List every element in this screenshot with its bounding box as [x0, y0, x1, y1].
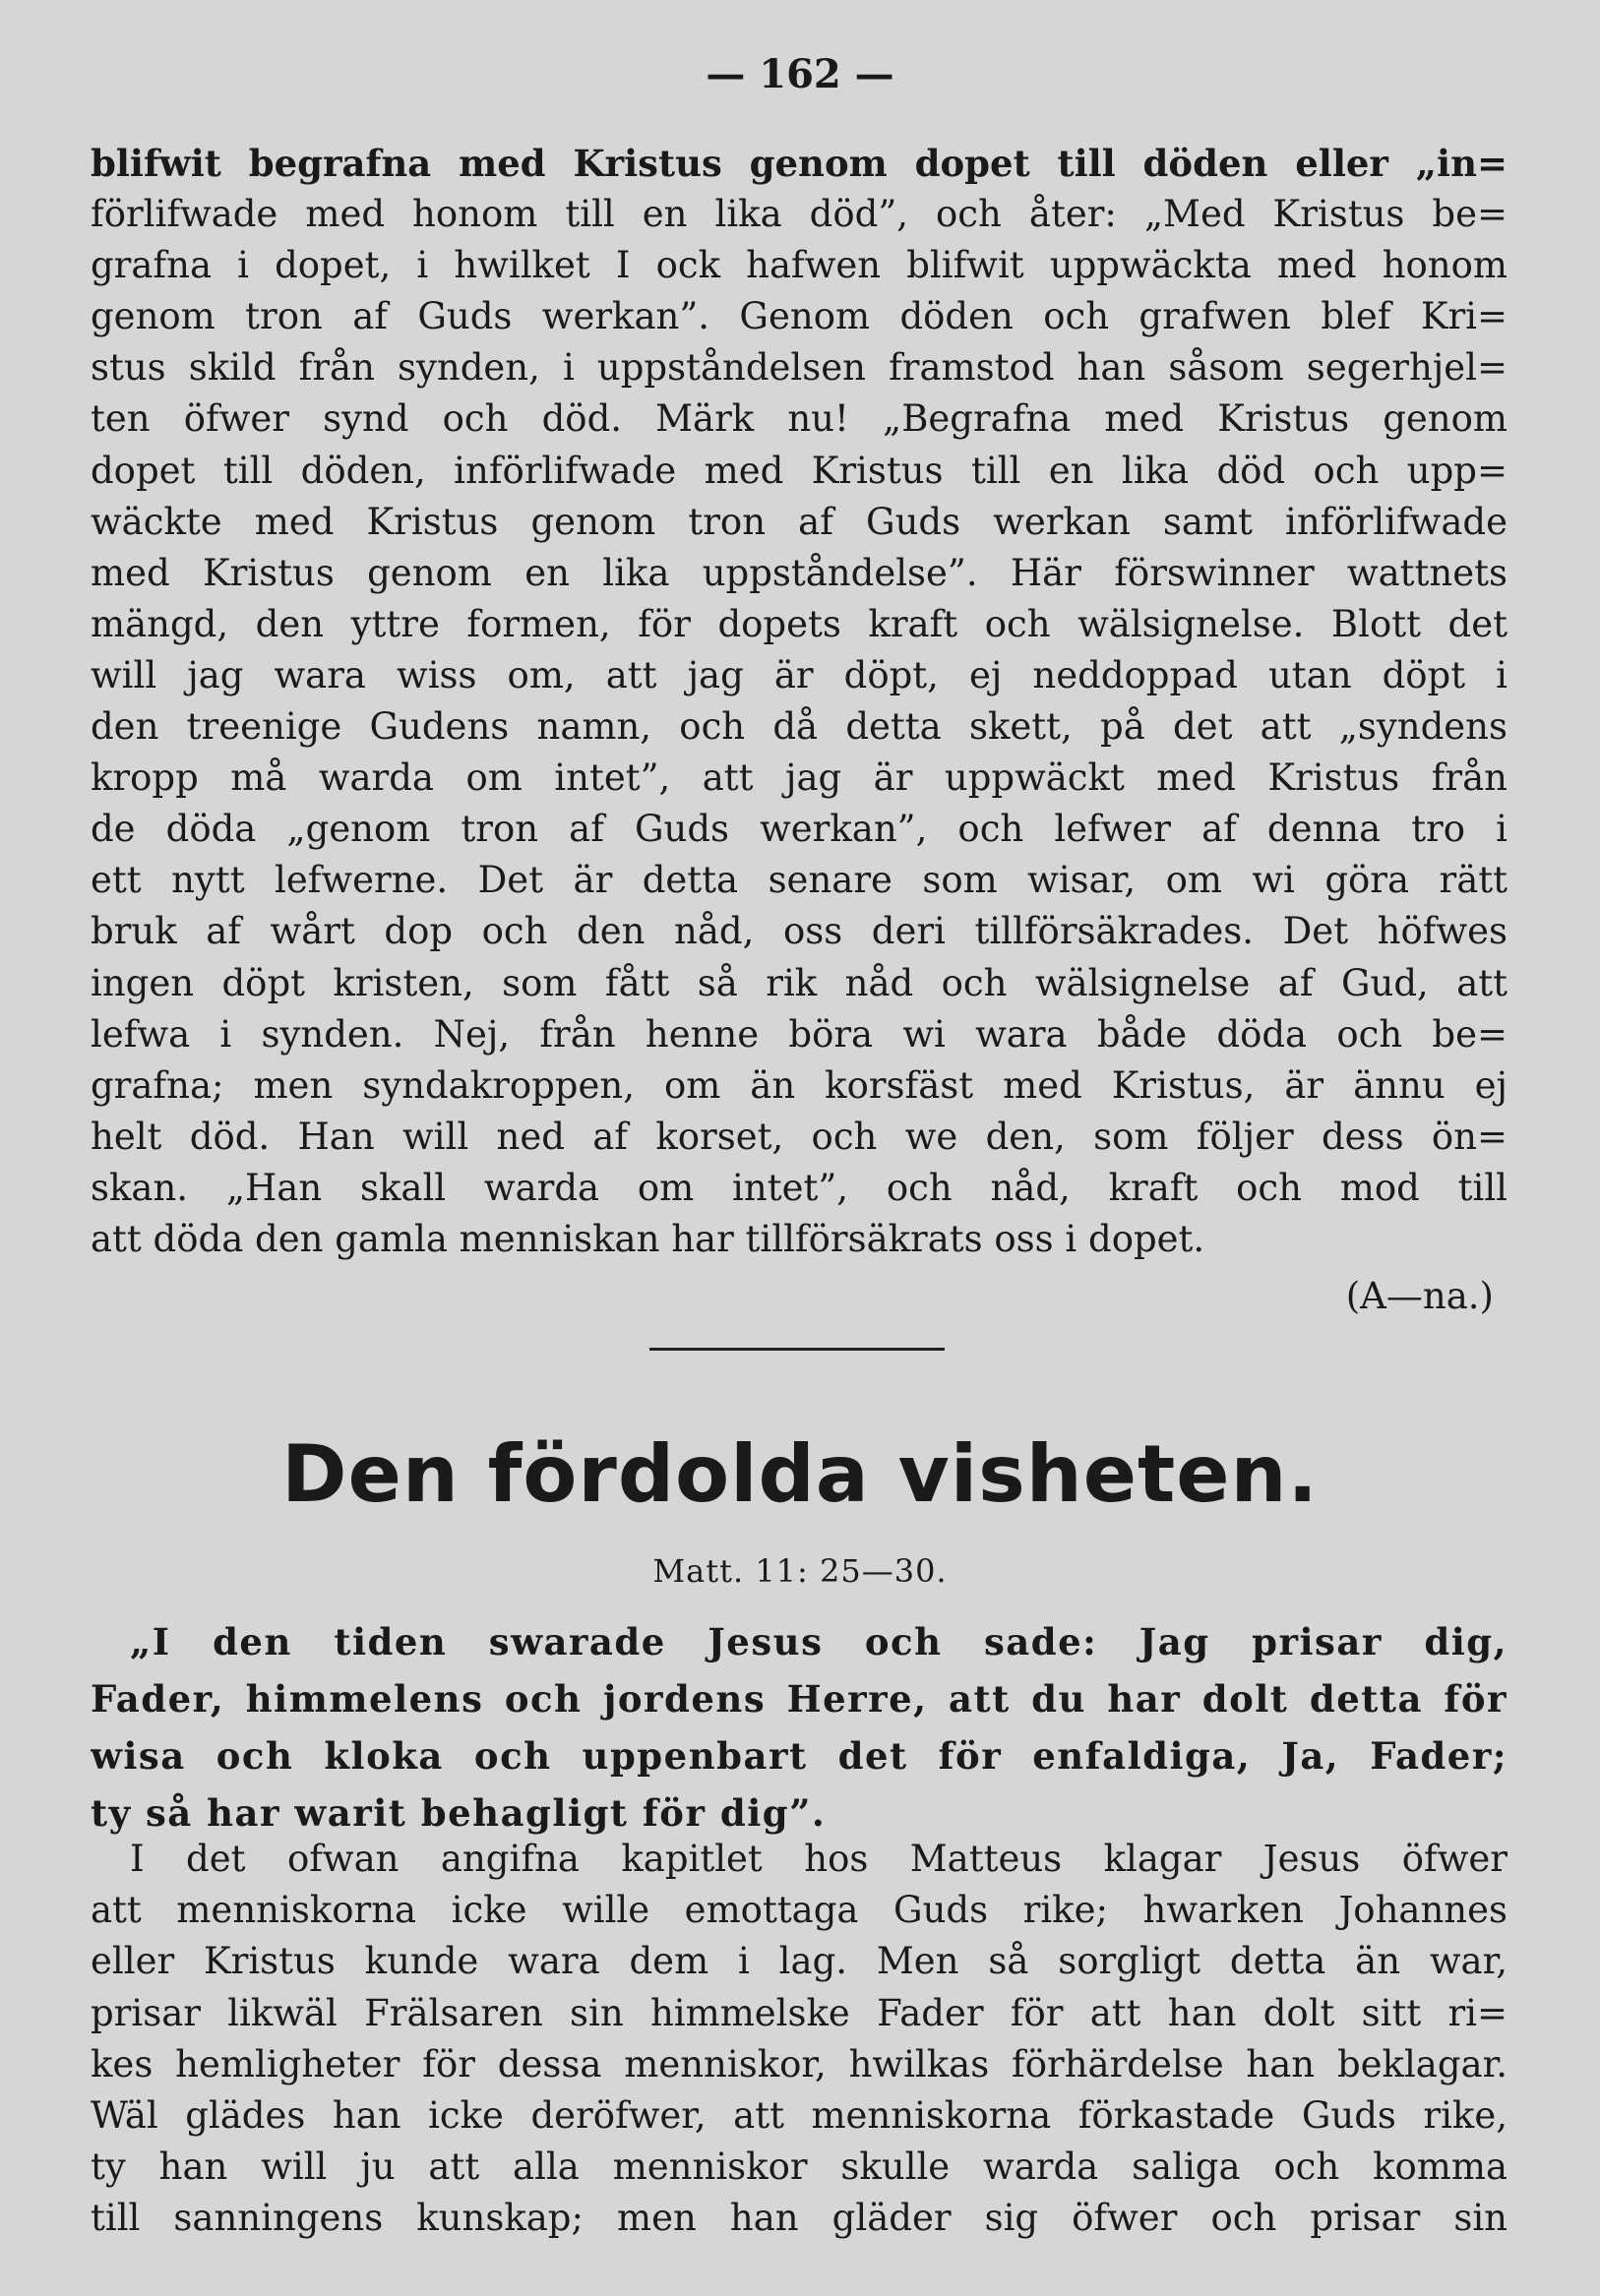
text-line: ty han will ju att alla menniskor skulle warda saliga och komma — [91, 2145, 1508, 2189]
article-body — [91, 1834, 1508, 2245]
paragraph-continuation — [91, 138, 1508, 1265]
text-line: wäckte med Kristus genom tron af Guds werkan samt införlifwade — [91, 500, 1508, 543]
text-line: kes hemligheter för dessa menniskor, hwilkas förhärdelse han beklagar. — [91, 2042, 1508, 2085]
scripture-quote — [91, 1613, 1508, 1842]
author-signature: (A—na.) — [1345, 1275, 1494, 1317]
text-line: att menniskorna icke wille emottaga Guds rike; hwarken Johannes — [91, 1889, 1508, 1932]
article-title: Den fördolda visheten. — [281, 1428, 1319, 1520]
text-line: dopet till döden, införlifwade med Kristus till en lika död och upp= — [91, 449, 1508, 492]
text-line: med Kristus genom en lika uppståndelse”. Här förswinner wattnets — [91, 551, 1508, 594]
text-line: will jag wara wiss om, att jag är döpt, ej neddoppad utan döpt i — [91, 653, 1508, 696]
text-line: den treenige Gudens namn, och då detta skett, på det att „syndens — [91, 705, 1508, 749]
text-line: grafna; men syndakroppen, om än korsfäst med Kristus, är ännu ej — [91, 1063, 1508, 1107]
text-line: eller Kristus kunde wara dem i lag. Men så sorgligt detta än war, — [91, 1940, 1508, 1983]
text-line: förlifwade med honom till en lika död”, och åter: „Med Kristus be= — [91, 193, 1508, 236]
text-line: grafna i dopet, i hwilket I ock hafwen blifwit uppwäckta med honom — [91, 244, 1508, 287]
text-line: Wäl glädes han icke deröfwer, att menniskorna förkastade Guds rike, — [91, 2094, 1508, 2138]
quote-line: Fader, himmelens och jordens Herre, att du har dolt detta för — [91, 1677, 1508, 1721]
text-line: lefwa i synden. Nej, från henne böra wi wara både döda och be= — [91, 1012, 1508, 1056]
text-line: att döda den gamla menniskan har tillförsäkrats oss i dopet. — [91, 1217, 1205, 1260]
scripture-reference: Matt. 11: 25—30. — [652, 1552, 948, 1590]
text-line: ten öfwer synd och död. Märk nu! „Begrafna med Kristus genom — [91, 397, 1508, 441]
text-line: helt död. Han will ned af korset, och we den, som följer dess ön= — [91, 1115, 1508, 1158]
text-line: de döda „genom tron af Guds werkan”, och lefwer af denna tro i — [91, 808, 1508, 851]
text-line: mängd, den yttre formen, för dopets kraft och wälsignelse. Blott det — [91, 602, 1508, 645]
page-number: — 162 — — [706, 51, 894, 97]
text-line: bruk af wårt dop och den nåd, oss deri tillförsäkrades. Det höfwes — [91, 910, 1508, 953]
quote-line: ty så har warit behagligt för dig”. — [91, 1791, 827, 1835]
text-line: stus skild från synden, i uppståndelsen framstod han såsom segerhjel= — [91, 346, 1508, 390]
text-line: ett nytt lefwerne. Det är detta senare som wisar, om wi göra rätt — [91, 859, 1508, 902]
text-line: blifwit begrafna med Kristus genom dopet till döden eller „in= — [91, 142, 1508, 185]
text-line: skan. „Han skall warda om intet”, och nåd, kraft och mod till — [91, 1166, 1508, 1209]
text-line: till sanningens kunskap; men han gläder sig öfwer och prisar sin — [91, 2197, 1508, 2240]
text-line: kropp må warda om intet”, att jag är uppwäckt med Kristus från — [91, 756, 1508, 800]
quote-line: „I den tiden swarade Jesus och sade: Jag prisar dig, — [130, 1620, 1508, 1663]
text-line: genom tron af Guds werkan”. Genom döden och grafwen blef Kri= — [91, 295, 1508, 338]
quote-line: wisa och kloka och uppenbart det för enfaldiga, Ja, Fader; — [91, 1734, 1508, 1778]
section-divider — [649, 1348, 945, 1351]
text-line: ingen döpt kristen, som fått så rik nåd och wälsignelse af Gud, att — [91, 961, 1508, 1004]
text-line: I det ofwan angifna kapitlet hos Matteus klagar Jesus öfwer — [130, 1838, 1508, 1880]
text-line: prisar likwäl Frälsaren sin himmelske Fader för att han dolt sitt ri= — [91, 1991, 1508, 2034]
